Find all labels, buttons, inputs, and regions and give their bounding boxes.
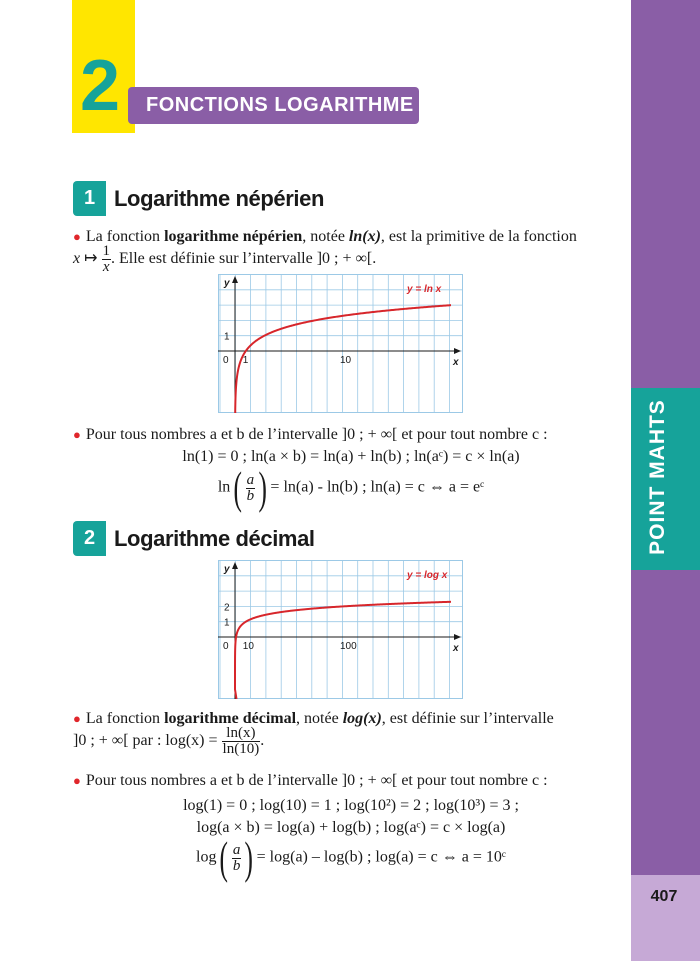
ln-props-intro: ● Pour tous nombres a et b de l’intervalle ]0 ; + ∞[ et pour tout nombre c : [73, 426, 548, 443]
section-title: Logarithme népérien [114, 186, 324, 211]
series-label: y = ln x [407, 284, 442, 295]
y-tick-label: 1 [224, 617, 230, 629]
section-number-badge: 2 [73, 521, 106, 556]
side-tab-label: POINT MAHTS [646, 399, 669, 555]
x-axis-label: x [453, 643, 459, 654]
log-props-line1: log(1) = 0 ; log(10) = 1 ; log(10²) = 2 ; log(10³) = 3 ; [183, 797, 519, 814]
ln-intro-paragraph: ● La fonction logarithme népérien, notée ln(x), est la primitive de la fonction [73, 228, 577, 245]
chart-frame [219, 561, 463, 699]
x-axis-arrow [454, 634, 461, 640]
series-label: y = log x [407, 570, 448, 581]
ln-props-line1: ln(1) = 0 ; ln(a × b) = ln(a) + ln(b) ; ln(aᶜ) = c × ln(a) [182, 448, 520, 465]
bullet-icon: ● [73, 773, 81, 788]
log-props-intro: ● Pour tous nombres a et b de l’intervalle ]0 ; + ∞[ et pour tout nombre c : [73, 772, 548, 789]
section-title: Logarithme décimal [114, 526, 315, 551]
x-tick-label: 0 [223, 355, 229, 366]
page-number: 407 [650, 888, 678, 905]
x-tick-label: 1 [242, 355, 249, 366]
x-tick-label: 10 [242, 641, 254, 652]
bullet-icon: ● [73, 229, 81, 244]
chapter-title: FONCTIONS LOGARITHME [128, 87, 419, 124]
section-number-badge: 1 [73, 181, 106, 216]
log-chart [218, 560, 463, 699]
x-axis-arrow [454, 348, 461, 354]
log-intro-paragraph: ● La fonction logarithme décimal, notée log(x), est définie sur l’intervalle [73, 710, 554, 727]
fraction: $\frac{1}{x}$ [102, 243, 111, 275]
y-tick-label: 1 [224, 331, 230, 343]
fraction: $\frac{\ln(x)}{\ln(10)}$ [222, 725, 260, 757]
log-props-line2: log(a × b) = log(a) + log(b) ; log(aᶜ) = c × log(a) [196, 819, 506, 836]
x-tick-label: 0 [223, 641, 229, 652]
bullet-icon: ● [73, 711, 81, 726]
y-axis-label: y [224, 278, 230, 289]
x-tick-label: 10 [340, 355, 352, 366]
log-props-line3: log( $\frac{a}{b}$ ) = log(a) – log(b) ; log(a) = c ⇔ a = 10ᶜ [196, 832, 506, 883]
x-axis-label: x [453, 357, 459, 368]
ln-chart [218, 274, 463, 413]
chapter-number: 2 [80, 46, 121, 126]
ln-mapping-line: x ↦ $\frac{1}{x}$ . Elle est définie sur l’intervalle ]0 ; + ∞[. [73, 243, 377, 275]
y-axis-label: y [224, 564, 230, 575]
log-definition-line: ]0 ; + ∞[ par : log(x) = $\frac{\ln(x)}{\ln(10)}$ . [73, 725, 265, 757]
bullet-icon: ● [73, 427, 81, 442]
y-axis-arrow [232, 276, 238, 283]
x-tick-label: 100 [340, 641, 357, 652]
chart-frame [219, 275, 463, 413]
ln-props-line2: ln( $\frac{a}{b}$ ) = ln(a) - ln(b) ; ln(a) = c ⇔ a = eᶜ [217, 462, 485, 513]
y-axis-arrow [232, 562, 238, 569]
y-tick-label: 2 [224, 602, 230, 614]
